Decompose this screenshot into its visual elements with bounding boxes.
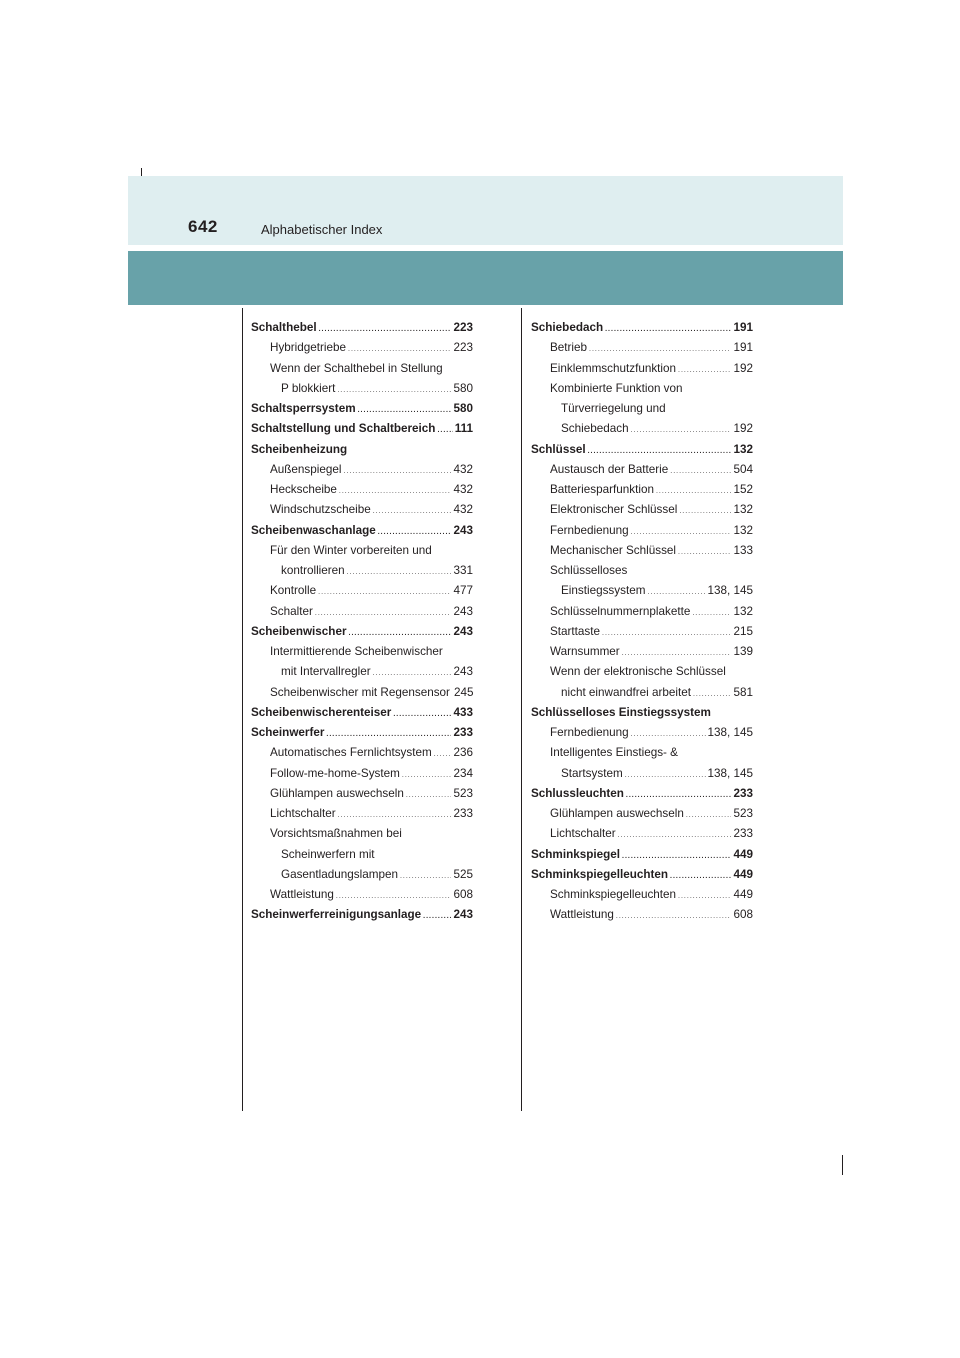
dot-leader [625, 766, 706, 786]
index-term: Schminkspiegelleuchten [550, 888, 677, 901]
header-accent-band [128, 251, 843, 305]
dot-leader [336, 887, 452, 907]
index-entry [531, 602, 753, 622]
index-entry [251, 784, 473, 804]
index-page-ref[interactable]: 523 [453, 786, 473, 800]
index-entry [251, 480, 473, 500]
index-term: Schminkspiegel [531, 847, 620, 861]
index-page-ref[interactable]: 449 [733, 888, 753, 901]
index-entry [531, 419, 753, 439]
index-entry [531, 581, 753, 601]
dot-leader [406, 786, 452, 806]
index-entry [531, 784, 753, 804]
index-term: Vorsichtsmaßnahmen bei [270, 827, 402, 841]
index-page-ref[interactable]: 432 [453, 503, 473, 517]
index-term: Wattleistung [270, 888, 334, 901]
index-entry [251, 460, 473, 480]
dot-leader [678, 543, 731, 563]
index-page-ref[interactable]: 331 [453, 564, 473, 577]
index-page-ref[interactable]: 191 [733, 321, 753, 334]
index-page-ref[interactable]: 243 [453, 604, 473, 618]
column-rule-left [242, 308, 243, 1111]
dot-leader [589, 340, 731, 360]
index-term: Schminkspiegelleuchten [531, 867, 669, 881]
dot-leader [423, 907, 451, 927]
dot-leader [618, 826, 732, 846]
index-page-ref[interactable]: 236 [453, 746, 473, 760]
index-column-right [531, 318, 753, 926]
index-page-ref[interactable]: 233 [453, 807, 473, 820]
index-term: Einklemmschutzfunktion [550, 361, 677, 375]
dot-leader [437, 421, 452, 441]
dot-leader [315, 604, 452, 624]
index-term: Intelligentes Einstiegs- & [550, 746, 678, 760]
index-term: Batteriesparfunktion [550, 483, 654, 496]
index-entry [251, 379, 473, 399]
index-term: Scheinwerferreinigungsanlage [251, 908, 422, 922]
dot-leader [631, 421, 732, 441]
index-page-ref[interactable]: 132 [733, 442, 753, 456]
index-term: Elektronischer Schlüssel [550, 503, 678, 517]
dot-leader [616, 907, 732, 927]
index-term: Schlüsselloses Einstiegssystem [531, 705, 711, 719]
index-entry [531, 743, 753, 763]
index-term: Türverriegelung und [561, 402, 666, 415]
dot-leader [373, 664, 452, 684]
index-entry [251, 865, 473, 885]
dot-leader [378, 523, 452, 543]
dot-leader [631, 725, 706, 745]
index-page-ref[interactable]: 233 [453, 726, 473, 739]
index-term: mit Intervallregler [281, 665, 371, 679]
index-entry [251, 683, 473, 703]
index-entry [531, 318, 753, 338]
index-term: Austausch der Batterie [550, 462, 669, 476]
index-page-ref[interactable]: 139 [733, 645, 753, 658]
index-entry [531, 683, 753, 703]
index-page-ref[interactable]: 523 [733, 807, 753, 820]
index-entry [531, 541, 753, 561]
index-entry [531, 460, 753, 480]
dot-leader [434, 745, 452, 765]
dot-leader [670, 867, 731, 887]
index-entry [251, 500, 473, 520]
dot-leader [605, 320, 731, 340]
dot-leader [693, 685, 732, 705]
index-term: Fernbedienung [550, 726, 629, 739]
index-entry [531, 804, 753, 824]
dot-leader [692, 604, 731, 624]
index-term: Scheinwerfer [251, 726, 325, 739]
header-band [128, 176, 843, 245]
index-term: Wenn der Schalthebel in Stellung [270, 361, 443, 375]
index-page-ref[interactable]: 243 [453, 523, 473, 537]
index-term: Schaltsperrsystem [251, 402, 356, 415]
index-page-ref[interactable]: 132 [733, 604, 753, 618]
index-term: Glühlampen auswechseln [270, 786, 404, 800]
index-page-ref[interactable]: 525 [453, 867, 473, 881]
index-page-ref[interactable]: 433 [453, 705, 473, 719]
index-term: Wattleistung [550, 908, 614, 922]
index-term: Hybridgetriebe [270, 341, 347, 355]
index-page-ref[interactable]: 223 [453, 341, 473, 355]
index-page-ref[interactable]: 243 [453, 665, 473, 679]
index-term: Heckscheibe [270, 483, 337, 496]
index-page-ref[interactable]: 243 [453, 624, 473, 638]
index-term: Schaltstellung und Schaltbereich [251, 422, 436, 436]
index-entry [251, 581, 473, 601]
index-page-ref[interactable]: 138, 145 [707, 726, 753, 739]
dot-leader [400, 867, 452, 887]
index-page-ref[interactable]: 192 [733, 422, 753, 436]
index-page-ref[interactable]: 132 [733, 503, 753, 517]
index-term: Schiebedach [531, 321, 604, 334]
index-term: Starttaste [550, 624, 601, 638]
index-term: Scheibenwischer [251, 624, 347, 638]
index-term: Schlüsselloses [550, 564, 628, 577]
index-entry [531, 865, 753, 885]
index-entry [251, 561, 473, 581]
index-entry [531, 845, 753, 865]
index-term: Schalter [270, 604, 313, 618]
index-term: Außenspiegel [270, 462, 342, 476]
index-term: Scheibenwischer mit Regensensor [270, 685, 450, 699]
index-entry [531, 379, 753, 399]
index-entry [531, 440, 753, 460]
index-column-left [251, 318, 473, 926]
index-term: Lichtschalter [550, 827, 616, 841]
dot-leader [337, 381, 451, 401]
index-page-ref[interactable]: 233 [733, 827, 753, 841]
index-term: Warnsummer [550, 645, 620, 658]
index-term: Schlussleuchten [531, 786, 624, 800]
index-page-ref[interactable]: 581 [733, 685, 753, 699]
crop-mark-bottom-right-v [842, 1155, 843, 1175]
dot-leader [588, 442, 732, 462]
index-page-ref[interactable]: 191 [733, 341, 753, 355]
index-term: Einstiegssystem [561, 584, 646, 598]
index-term: Scheibenwaschanlage [251, 523, 376, 537]
index-entry [531, 723, 753, 743]
index-page-ref[interactable]: 138, 145 [707, 766, 753, 780]
index-entry [531, 500, 753, 520]
index-entry [531, 521, 753, 541]
index-entry [251, 318, 473, 338]
index-term: Lichtschalter [270, 807, 336, 820]
dot-leader [349, 624, 452, 644]
index-entry [531, 885, 753, 905]
index-entry [251, 399, 473, 419]
index-term: Für den Winter vorbereiten und [270, 543, 432, 557]
index-term: Glühlampen auswechseln [550, 807, 684, 820]
index-entry [251, 804, 473, 824]
index-term: Mechanischer Schlüssel [550, 543, 677, 557]
index-term: Automatisches Fernlichtsystem [270, 746, 432, 760]
index-entry [251, 723, 473, 743]
dot-leader [622, 847, 731, 867]
index-term: Betrieb [550, 341, 588, 355]
index-entry [531, 561, 753, 581]
index-term: kontrollieren [281, 564, 345, 577]
index-entry [251, 419, 473, 439]
index-term: Scheinwerfern mit [281, 847, 375, 861]
index-entry [531, 642, 753, 662]
index-entry [251, 703, 473, 723]
dot-leader [678, 361, 731, 381]
index-page-ref[interactable]: 132 [733, 523, 753, 537]
index-page-ref[interactable]: 215 [733, 624, 753, 638]
index-term: Scheibenwischerenteiser [251, 705, 392, 719]
index-page-ref[interactable]: 504 [733, 462, 753, 476]
index-page-ref[interactable]: 192 [733, 361, 753, 375]
index-entry [251, 440, 473, 460]
index-term: Startsystem [561, 766, 623, 780]
dot-leader [373, 502, 452, 522]
dot-leader [343, 462, 451, 482]
index-page-ref[interactable]: 234 [453, 766, 473, 780]
index-entry [251, 905, 473, 925]
index-page-ref[interactable]: 133 [733, 543, 753, 557]
index-page-ref[interactable]: 432 [453, 483, 473, 496]
index-page-ref[interactable]: 608 [453, 888, 473, 901]
index-entry [251, 359, 473, 379]
dot-leader [358, 401, 452, 421]
index-entry [251, 743, 473, 763]
index-term: Intermittierende Scheibenwischer [270, 645, 443, 658]
index-page-ref[interactable]: 245 [453, 685, 474, 699]
index-page-ref[interactable]: 152 [733, 483, 753, 496]
dot-leader [678, 887, 731, 907]
index-term: Schiebedach [561, 422, 629, 436]
index-term: Follow-me-home-System [270, 766, 400, 780]
dot-leader [348, 340, 451, 360]
index-entry [531, 905, 753, 925]
dot-leader [670, 462, 731, 482]
index-term: Wenn der elektronische Schlüssel [550, 665, 726, 679]
dot-leader [622, 644, 732, 664]
index-entry [531, 480, 753, 500]
index-entry [251, 602, 473, 622]
index-page-ref[interactable]: 233 [733, 786, 753, 800]
dot-leader [686, 806, 732, 826]
index-term: Kontrolle [270, 584, 317, 598]
dot-leader [656, 482, 732, 502]
index-page-ref[interactable]: 243 [453, 908, 473, 922]
index-page-ref[interactable]: 223 [453, 321, 473, 334]
index-entry [531, 703, 753, 723]
index-entry [531, 399, 753, 419]
dot-leader [326, 725, 451, 745]
index-term: Schalthebel [251, 321, 317, 334]
dot-leader [602, 624, 731, 644]
index-term: Gasentladungslampen [281, 867, 398, 881]
index-entry [531, 764, 753, 784]
index-entry [251, 338, 473, 358]
index-entry [251, 764, 473, 784]
index-entry [251, 642, 473, 662]
index-page-ref[interactable]: 111 [454, 422, 473, 436]
index-page-ref[interactable]: 449 [733, 867, 753, 881]
page-number: 642 [188, 217, 218, 236]
index-entry [251, 541, 473, 561]
index-page-ref[interactable]: 138, 145 [707, 584, 753, 598]
dot-leader [631, 523, 732, 543]
index-term: Fernbedienung [550, 523, 629, 537]
index-page-ref[interactable]: 580 [453, 402, 473, 415]
dot-leader [318, 583, 451, 603]
index-entry [251, 521, 473, 541]
index-term: Schlüsselnummernplakette [550, 604, 691, 618]
index-entry [251, 622, 473, 642]
index-entry [531, 359, 753, 379]
dot-leader [338, 806, 452, 826]
dot-leader [339, 482, 452, 502]
dot-leader [393, 705, 451, 725]
index-page-ref[interactable]: 432 [453, 462, 473, 476]
index-entry [251, 845, 473, 865]
index-page-ref[interactable]: 477 [453, 584, 473, 598]
index-page-ref[interactable]: 608 [733, 908, 753, 922]
dot-leader [319, 320, 452, 340]
index-term: Windschutzscheibe [270, 503, 371, 517]
index-page-ref[interactable]: 449 [733, 847, 753, 861]
column-rule-right [521, 308, 522, 1111]
index-entry [251, 662, 473, 682]
index-entry [251, 824, 473, 844]
section-title: Alphabetischer Index [261, 222, 383, 237]
index-term: Scheibenheizung [251, 442, 348, 456]
index-entry [251, 885, 473, 905]
index-term: P blokkiert [281, 381, 336, 395]
index-entry [531, 622, 753, 642]
dot-leader [626, 786, 732, 806]
index-entry [531, 824, 753, 844]
index-term: Kombinierte Funktion von [550, 381, 683, 395]
index-term: nicht einwandfrei arbeitet [561, 685, 691, 699]
index-entry [531, 662, 753, 682]
dot-leader [647, 583, 705, 603]
index-entry [531, 338, 753, 358]
index-term: Schlüssel [531, 442, 586, 456]
dot-leader [402, 766, 452, 786]
dot-leader [679, 502, 731, 522]
index-page-ref[interactable]: 580 [453, 381, 473, 395]
dot-leader [347, 563, 452, 583]
